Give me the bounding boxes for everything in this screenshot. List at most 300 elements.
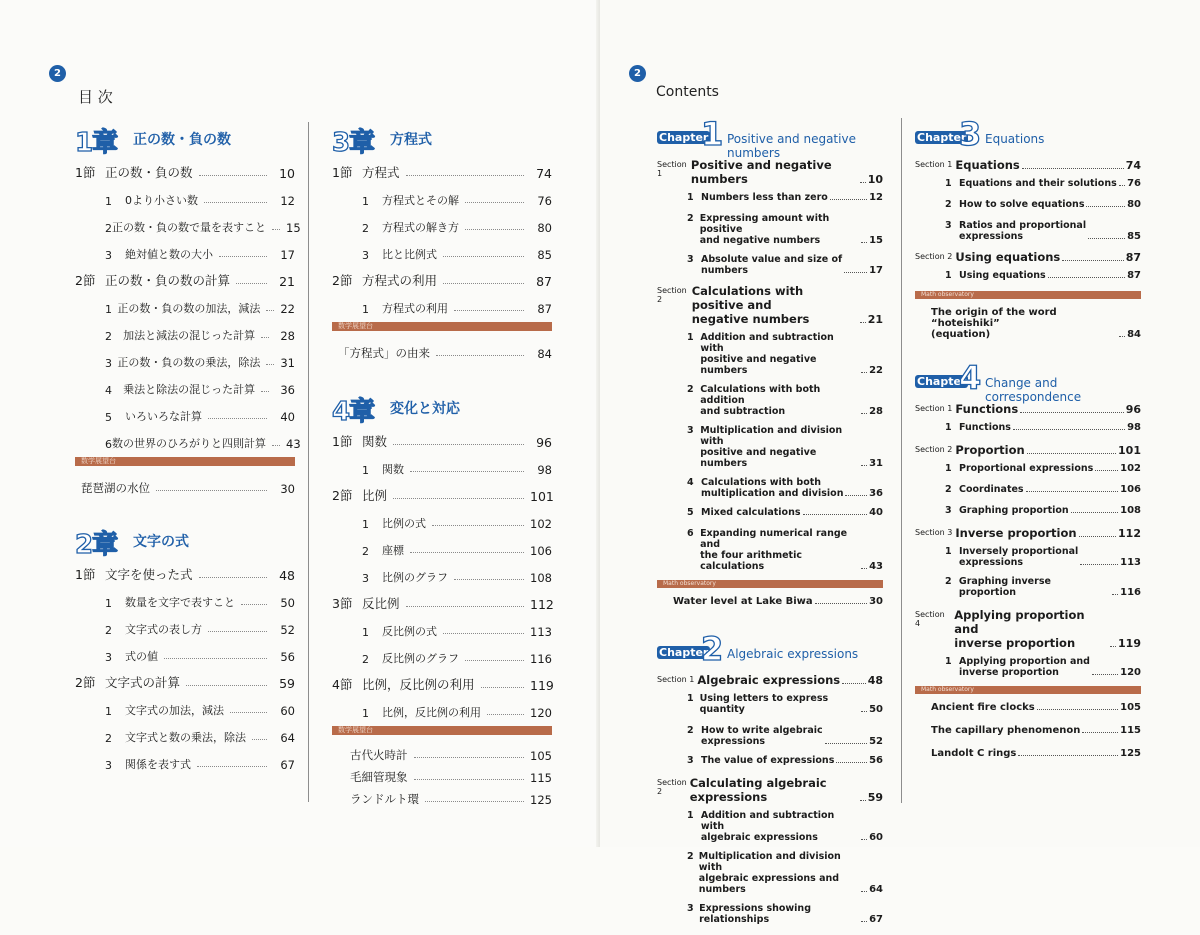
item-number: 1 <box>945 463 952 474</box>
page-ref: 31 <box>280 356 295 370</box>
page-ref: 50 <box>280 596 295 610</box>
leader-dots <box>454 579 524 580</box>
item-number: 1 <box>105 705 112 718</box>
leader-dots <box>1037 709 1118 710</box>
item-number: 2 <box>362 545 369 558</box>
page-ref: 119 <box>1118 637 1141 650</box>
page-ref: 30 <box>280 482 295 496</box>
page-ref: 17 <box>869 265 883 276</box>
text-line: Addition and subtraction with <box>700 810 835 832</box>
text-line: Ratios and proportional <box>959 220 1087 231</box>
section-entry <box>657 673 883 687</box>
section-label: Section 2 <box>657 286 687 304</box>
chapter-title: 変化と対応 <box>390 401 460 417</box>
text-line: Graphing proportion <box>959 505 1069 516</box>
leader-dots <box>861 372 867 373</box>
chapter-heading <box>75 524 295 560</box>
item-number: 1 <box>362 707 369 720</box>
leader-dots <box>406 175 524 176</box>
entry-text <box>701 254 842 276</box>
left-page <box>0 0 600 847</box>
item-number: 3 <box>687 755 694 766</box>
leader-dots <box>1095 470 1118 471</box>
leader-dots <box>272 445 280 446</box>
subsection-entry <box>915 463 1141 474</box>
item-number: 3 <box>105 759 112 772</box>
observatory-entry <box>915 725 1141 736</box>
section-label: Section 4 <box>915 610 945 628</box>
page-ref: 105 <box>1120 702 1141 713</box>
item-title: いろいろな計算 <box>125 410 202 423</box>
leader-dots <box>414 757 525 758</box>
item-number: 1 <box>105 597 112 610</box>
page-ref: 87 <box>1125 251 1141 264</box>
page-ref: 87 <box>537 302 552 316</box>
leader-dots <box>1022 168 1124 169</box>
chapter-title: 正の数・負の数 <box>133 132 231 148</box>
page-ref: 80 <box>1127 199 1141 210</box>
section-title: 文字を使った式 <box>105 567 193 582</box>
leader-dots <box>236 283 267 284</box>
entry-text <box>701 725 823 747</box>
item-number: 2 <box>687 213 694 224</box>
subsection-entry <box>657 477 883 499</box>
leader-dots <box>208 418 267 419</box>
page-ref: 85 <box>1127 231 1141 242</box>
text-line: Inverse proportion <box>955 526 1077 540</box>
section-label: Section 1 <box>657 160 687 178</box>
leader-dots <box>860 322 866 323</box>
page-ref: 43 <box>869 561 883 572</box>
subsection-entry <box>75 181 295 208</box>
subsection-entry <box>657 903 883 925</box>
page-ref: 105 <box>530 749 552 763</box>
page-ref: 36 <box>280 383 295 397</box>
subsection-entry <box>75 397 295 424</box>
entry-text <box>701 507 801 518</box>
entry-text <box>959 546 1078 568</box>
leader-dots <box>481 687 524 688</box>
section-entry <box>75 664 295 691</box>
text-line: algebraic expressions <box>700 832 818 843</box>
leader-dots <box>1027 453 1116 454</box>
page-ref: 120 <box>530 706 552 720</box>
item-title: 関係を表す式 <box>125 758 191 771</box>
leader-dots <box>465 660 524 661</box>
page-ref: 125 <box>1120 748 1141 759</box>
leader-dots <box>1119 336 1125 337</box>
item-title: 反比例のグラフ <box>382 652 459 665</box>
entry-text <box>699 851 859 895</box>
section-title: 方程式の利用 <box>362 273 438 288</box>
observatory-entry <box>75 472 295 496</box>
leader-dots <box>156 490 267 491</box>
leader-dots <box>261 391 269 392</box>
entry-text <box>959 576 1110 598</box>
subsection-entry <box>657 507 883 518</box>
subsection-entry <box>915 576 1141 598</box>
leader-dots <box>266 364 274 365</box>
observatory-banner: Math observatory <box>657 580 883 588</box>
text-line: multiplication and division <box>701 488 844 499</box>
leader-dots <box>436 355 524 356</box>
section-title: 方程式 <box>362 165 400 180</box>
section-entry <box>915 443 1141 457</box>
section-label: Section 2 <box>657 778 687 796</box>
entry-text <box>955 402 1018 416</box>
item-number: 3 <box>105 357 112 370</box>
page-number-badge: 2 <box>49 65 66 82</box>
item-number: 2 <box>105 222 112 235</box>
text-line: algebraic expressions and numbers <box>698 873 840 895</box>
text-line: How to solve equations <box>959 199 1085 210</box>
item-number: 2 <box>362 653 369 666</box>
page-ref: 43 <box>286 437 301 451</box>
text-line: Expressions showing relationships <box>699 903 811 925</box>
item-title: 正の数・負の数の乗法，除法 <box>117 356 261 369</box>
item-number: 1 <box>945 656 952 667</box>
section-entry <box>915 526 1141 540</box>
page-ref: 67 <box>280 758 295 772</box>
leader-dots <box>1080 564 1118 565</box>
item-number: 3 <box>362 249 369 262</box>
leader-dots <box>393 444 524 445</box>
page-ref: 28 <box>280 329 295 343</box>
section-entry <box>332 666 552 693</box>
section-label: 2節 <box>75 675 96 690</box>
leader-dots <box>443 633 524 634</box>
subsection-entry <box>75 235 295 262</box>
subsection-entry <box>657 810 883 843</box>
text-line: positive and negative numbers <box>700 447 817 469</box>
item-number: 1 <box>945 422 952 433</box>
item-number: 3 <box>687 425 694 436</box>
text-line: Applying proportion and <box>959 656 1090 667</box>
subsection-entry <box>332 208 552 235</box>
chapter-heading <box>657 630 883 669</box>
entry-text <box>931 725 1080 736</box>
leader-dots <box>861 921 867 922</box>
leader-dots <box>204 202 267 203</box>
column-divider <box>308 122 309 802</box>
section-label: 3節 <box>332 596 353 611</box>
subsection-entry <box>75 208 301 235</box>
text-line: How to write algebraic <box>701 725 823 736</box>
item-number: 4 <box>105 384 112 397</box>
entry-text <box>959 422 1011 433</box>
entry-text <box>955 250 1060 264</box>
section-entry <box>75 154 295 181</box>
entry-text <box>959 484 1024 495</box>
entry-text <box>955 526 1076 540</box>
item-number: 1 <box>687 332 694 343</box>
item-title: 座標 <box>382 544 404 557</box>
observatory-title: 琵琶湖の水位 <box>81 481 150 495</box>
entry-text <box>959 199 1084 210</box>
entry-text <box>959 463 1093 474</box>
page-ref: 125 <box>530 793 552 807</box>
subsection-entry <box>915 178 1141 189</box>
entry-text <box>699 903 859 925</box>
leader-dots <box>241 604 267 605</box>
page-ref: 64 <box>280 731 295 745</box>
observatory-entry <box>332 763 552 785</box>
leader-dots <box>487 714 524 715</box>
section-label: Section 3 <box>915 528 953 537</box>
entry-text <box>931 748 1016 759</box>
text-line: negative numbers <box>691 312 810 326</box>
page-ref: 116 <box>530 652 552 666</box>
item-number: 3 <box>105 651 112 664</box>
page-ref: 115 <box>530 771 552 785</box>
item-title: 文字式の表し方 <box>125 623 202 636</box>
subsection-entry <box>915 656 1141 678</box>
page-ref: 36 <box>869 488 883 499</box>
item-title: 文字式の加法，減法 <box>125 704 224 717</box>
subsection-entry <box>915 505 1141 516</box>
subsection-entry <box>75 637 295 664</box>
observatory-title: 毛細管現象 <box>350 770 408 784</box>
page-ref: 52 <box>280 623 295 637</box>
page-ref: 52 <box>869 736 883 747</box>
entry-text <box>700 332 859 376</box>
leader-dots <box>861 839 867 840</box>
page-ref: 96 <box>536 435 552 450</box>
item-number: 2 <box>687 725 694 736</box>
item-title: 方程式の利用 <box>382 302 448 315</box>
subsection-entry <box>657 192 883 203</box>
page-ref: 59 <box>867 791 883 804</box>
item-title: 式の値 <box>125 650 158 663</box>
item-number: 1 <box>362 626 369 639</box>
section-entry <box>915 402 1141 416</box>
text-line: Inversely proportional <box>959 546 1079 557</box>
text-line: The value of expressions <box>701 755 835 766</box>
subsection-entry <box>657 425 883 469</box>
subsection-entry <box>657 254 883 276</box>
page-ref: 31 <box>869 458 883 469</box>
text-line: inverse proportion <box>959 667 1059 678</box>
item-number: 2 <box>105 330 112 343</box>
item-title: 方程式の解き方 <box>382 221 459 234</box>
entry-text <box>959 656 1090 678</box>
item-number: 2 <box>945 199 952 210</box>
chapter-mark: 1章 <box>75 128 118 158</box>
entry-text <box>954 608 1108 650</box>
leader-dots <box>1071 512 1118 513</box>
toc-column-left <box>75 122 301 772</box>
item-title: 乗法と除法の混じった計算 <box>123 383 256 396</box>
section-entry <box>657 284 883 326</box>
page-ref: 56 <box>280 650 295 664</box>
leader-dots <box>197 766 267 767</box>
text-line: (equation) <box>931 329 991 340</box>
text-line: Proportion <box>955 443 1025 457</box>
entry-text <box>700 425 859 469</box>
page-ref: 102 <box>530 517 552 531</box>
section-entry <box>75 556 295 583</box>
leader-dots <box>1020 412 1123 413</box>
item-number: 2 <box>105 624 112 637</box>
leader-dots <box>425 801 524 802</box>
leader-dots <box>230 712 267 713</box>
text-line: and subtraction <box>700 406 786 417</box>
leader-dots <box>842 683 866 684</box>
section-entry <box>915 158 1141 172</box>
page-ref: 98 <box>1127 422 1141 433</box>
page-ref: 96 <box>1125 403 1141 416</box>
item-number: 2 <box>105 732 112 745</box>
observatory-entry <box>657 596 883 607</box>
page-ref: 30 <box>869 596 883 607</box>
page-title: 目 次 <box>78 88 113 106</box>
text-line: Calculations with both addition <box>700 384 821 406</box>
page-ref: 22 <box>869 365 883 376</box>
subsection-entry <box>75 718 295 745</box>
item-number: 2 <box>945 484 952 495</box>
page-number-badge: 2 <box>629 65 646 82</box>
text-line: Using equations <box>955 250 1061 264</box>
page-ref: 98 <box>537 463 552 477</box>
item-number: 3 <box>945 220 952 231</box>
subsection-entry <box>657 851 883 895</box>
section-title: 文字式の計算 <box>105 675 181 690</box>
subsection-entry <box>915 422 1141 433</box>
entry-text <box>959 505 1069 516</box>
text-line: Landolt C rings <box>931 748 1017 759</box>
page-ref: 106 <box>530 544 552 558</box>
item-title: 比例のグラフ <box>382 571 448 584</box>
section-entry <box>657 776 883 804</box>
page-ref: 67 <box>869 914 883 925</box>
chapter-mark: 4章 <box>332 397 375 427</box>
right-page <box>600 0 1200 925</box>
subsection-entry <box>332 531 552 558</box>
entry-text <box>955 443 1024 457</box>
chapter-heading <box>75 122 295 158</box>
page-ref: 48 <box>279 568 295 583</box>
subsection-entry <box>657 693 883 715</box>
subsection-entry <box>332 693 552 720</box>
item-number: 1 <box>945 178 952 189</box>
text-line: Using equations <box>959 270 1046 281</box>
item-number: 1 <box>945 270 952 281</box>
leader-dots <box>1026 491 1119 492</box>
leader-dots <box>1082 732 1118 733</box>
entry-text <box>697 673 840 687</box>
leader-dots <box>1079 536 1116 537</box>
entry-text <box>690 776 858 804</box>
leader-dots <box>393 498 524 499</box>
leader-dots <box>1110 646 1116 647</box>
item-title: 0より小さい数 <box>125 194 198 207</box>
section-label: Section 1 <box>657 675 695 684</box>
leader-dots <box>443 256 524 257</box>
leader-dots <box>261 337 269 338</box>
observatory-entry <box>332 337 552 361</box>
page-ref: 59 <box>279 676 295 691</box>
text-line: Ancient fire clocks <box>931 702 1035 713</box>
page-ref: 112 <box>530 597 554 612</box>
entry-text <box>955 158 1019 172</box>
section-label: Section 2 <box>915 252 953 261</box>
text-line: Graphing inverse proportion <box>958 576 1051 598</box>
page-ref: 108 <box>1120 505 1141 516</box>
leader-dots <box>860 800 866 801</box>
item-number: 1 <box>687 810 694 821</box>
item-number: 1 <box>105 303 112 316</box>
entry-text <box>701 810 859 843</box>
observatory-entry <box>915 748 1141 759</box>
page-title: Contents <box>656 84 719 100</box>
observatory-title: 古代火時計 <box>350 748 408 762</box>
page-ref: 119 <box>530 678 554 693</box>
page-ref: 17 <box>280 248 295 262</box>
section-title: 比例 <box>362 488 388 503</box>
leader-dots <box>199 175 267 176</box>
text-line: Absolute value and size of <box>701 254 843 265</box>
leader-dots <box>432 525 524 526</box>
leader-dots <box>454 310 524 311</box>
section-label: 1節 <box>332 165 353 180</box>
leader-dots <box>252 739 267 740</box>
page-ref: 112 <box>1118 527 1141 540</box>
section-label: 4節 <box>332 677 353 692</box>
item-number: 5 <box>687 507 694 518</box>
observatory-banner: Math observatory <box>915 291 1141 299</box>
section-entry <box>332 585 552 612</box>
text-line: Expressing amount with positive <box>699 213 830 235</box>
leader-dots <box>861 891 867 892</box>
item-number: 1 <box>362 518 369 531</box>
text-line: Addition and subtraction with <box>700 332 834 354</box>
entry-text <box>701 477 843 499</box>
subsection-entry <box>915 270 1141 281</box>
chapter-word: Chapter <box>659 646 709 659</box>
leader-dots <box>219 256 267 257</box>
leader-dots <box>208 631 267 632</box>
page-ref: 60 <box>280 704 295 718</box>
leader-dots <box>186 685 267 686</box>
page-ref: 85 <box>537 248 552 262</box>
chapter-mark: 2章 <box>75 530 118 560</box>
item-number: 6 <box>105 438 112 451</box>
leader-dots <box>199 577 267 578</box>
leader-dots <box>861 465 867 466</box>
entry-text <box>691 158 858 186</box>
chapter-number: 3 <box>959 115 982 153</box>
page-ref: 115 <box>1120 725 1141 736</box>
item-title: 関数 <box>382 463 404 476</box>
section-title: 正の数・負の数 <box>105 165 193 180</box>
leader-dots <box>1119 185 1125 186</box>
section-title: 反比例 <box>362 596 400 611</box>
text-line: Expanding numerical range and <box>700 528 848 550</box>
item-number: 2 <box>362 222 369 235</box>
subsection-entry <box>332 235 552 262</box>
leader-dots <box>272 229 280 230</box>
section-title: 関数 <box>362 434 388 449</box>
entry-text <box>700 528 859 572</box>
subsection-entry <box>657 384 883 417</box>
page-ref: 40 <box>869 507 883 518</box>
chapter-title: 方程式 <box>390 132 432 148</box>
leader-dots <box>830 199 867 200</box>
text-line: and negative numbers <box>699 235 821 246</box>
page-ref: 108 <box>530 571 552 585</box>
item-title: 絶対値と数の大小 <box>125 248 213 261</box>
section-label: 1節 <box>332 434 353 449</box>
